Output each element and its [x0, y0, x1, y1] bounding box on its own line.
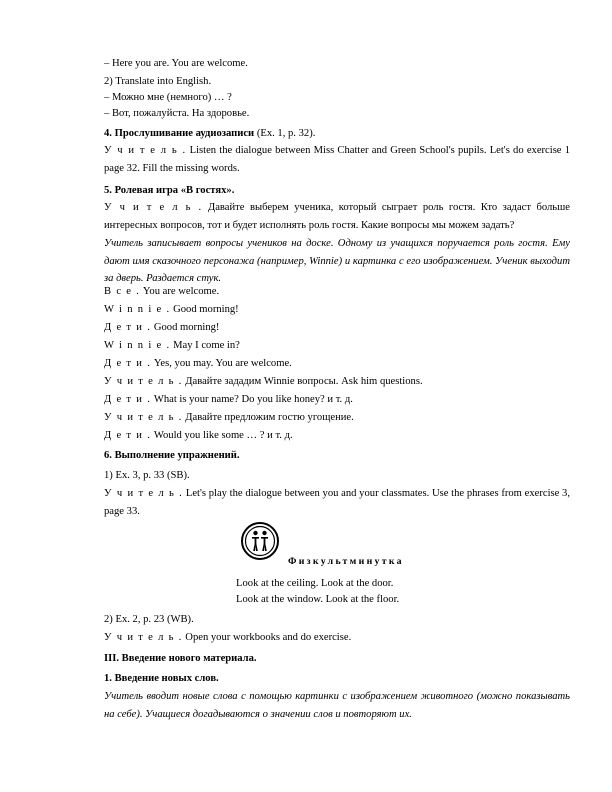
dialogue-line	[104, 412, 354, 424]
dialogue-line	[104, 376, 423, 388]
teacher-paragraph-1	[104, 142, 570, 177]
teacher-text-3: Let's play the dialogue between you and your classmates. Use the phrases from exercise 3, page 33.	[104, 488, 571, 517]
speech: Open your workbooks and do exercise.	[182, 632, 352, 643]
line-translate: 2) Translate into English.	[104, 76, 212, 87]
speaker-teacher: У ч и т е л ь .	[104, 488, 184, 499]
physical-exercise-title: Физкультминутка	[288, 556, 404, 567]
line-here-you-are: – Here you are. You are welcome.	[104, 58, 248, 69]
speech: What is your name? Do you like honey? и т. д.	[151, 394, 353, 405]
dialogue-line	[104, 358, 292, 370]
heading-new-words: 1. Введение новых слов.	[104, 673, 219, 684]
teacher-paragraph-2	[104, 199, 570, 234]
speaker: Д е т и .	[104, 394, 152, 405]
physical-exercise-icon	[240, 521, 280, 561]
speaker: В с е .	[104, 286, 141, 297]
two-figures-icon	[240, 521, 280, 561]
line-vot: – Вот, пожалуйста. На здоровье.	[104, 108, 250, 119]
heading-new-material: III. Введение нового материала.	[104, 653, 257, 664]
final-italic-note: Учитель вводит новые слова с помощью картинки с изображением животного (можно показывать на себе). Учащиеся догадываются о значении слов и повторяют их.	[104, 691, 570, 720]
speech: Давайте предложим гостю угощение.	[182, 412, 354, 423]
dialogue-line	[104, 304, 239, 316]
teacher-paragraph-3	[104, 485, 570, 520]
speech: Would you like some … ? и т. д.	[151, 430, 293, 441]
line-mozhno: – Можно мне (немного) … ?	[104, 92, 232, 103]
speaker: У ч и т е л ь .	[104, 412, 183, 423]
speech: Good morning!	[151, 322, 220, 333]
dialogue-line	[104, 286, 219, 298]
heading-roleplay: 5. Ролевая игра «В гостях».	[104, 185, 235, 196]
speaker: W i n n i e .	[104, 304, 171, 315]
speaker: У ч и т е л ь .	[104, 632, 183, 643]
speech: Good morning!	[170, 304, 239, 315]
dialogue-line	[104, 322, 219, 334]
dialogue-line	[104, 430, 293, 442]
heading-audio-title: 4. Прослушивание аудиозаписи	[104, 128, 255, 139]
dialogue-line	[104, 394, 353, 406]
teacher-text-2: Давайте выберем ученика, который сыграет роль гостя. Кто задаст больше интересных вопросов, тот и будет исполнять роль гостя. Какие вопросы мы можем задать?	[104, 202, 570, 231]
heading-exercises: 6. Выполнение упражнений.	[104, 450, 240, 461]
dialogue-line	[104, 632, 351, 644]
speaker-teacher: У ч и т е л ь .	[104, 202, 203, 213]
heading-audio-ref: (Ex. 1, p. 32).	[254, 128, 316, 139]
heading-audio	[104, 128, 315, 140]
speech: May I come in?	[170, 340, 240, 351]
speaker: Д е т и .	[104, 322, 152, 333]
speaker-teacher: У ч и т е л ь .	[104, 145, 187, 156]
poem-line-1: Look at the ceiling. Look at the door.	[236, 578, 394, 589]
speaker: Д е т и .	[104, 358, 152, 369]
speech: You are welcome.	[140, 286, 220, 297]
italic-note: Учитель записывает вопросы учеников на доске. Одному из учащихся поручается роль гостя. Ему дают имя сказочного персонажа (например, Winnie) и картинка с его изображением. Ученик выходит за дверь. Раздается стук.	[104, 238, 570, 284]
speaker: У ч и т е л ь .	[104, 376, 183, 387]
teacher-text-1: Listen the dialogue between Miss Chatter and Green School's pupils. Let's do exercise 1 page 32. Fill the missing words.	[104, 145, 571, 174]
speech: Yes, you may. You are welcome.	[151, 358, 292, 369]
line-ex3: 1) Ex. 3, p. 33 (SB).	[104, 470, 190, 481]
speaker: W i n n i e .	[104, 340, 171, 351]
speaker: Д е т и .	[104, 430, 152, 441]
poem-line-2: Look at the window. Look at the floor.	[236, 594, 400, 605]
speech: Давайте зададим Winnie вопросы. Ask him questions.	[182, 376, 423, 387]
line-ex2: 2) Ex. 2, p. 23 (WB).	[104, 614, 194, 625]
dialogue-line	[104, 340, 240, 352]
